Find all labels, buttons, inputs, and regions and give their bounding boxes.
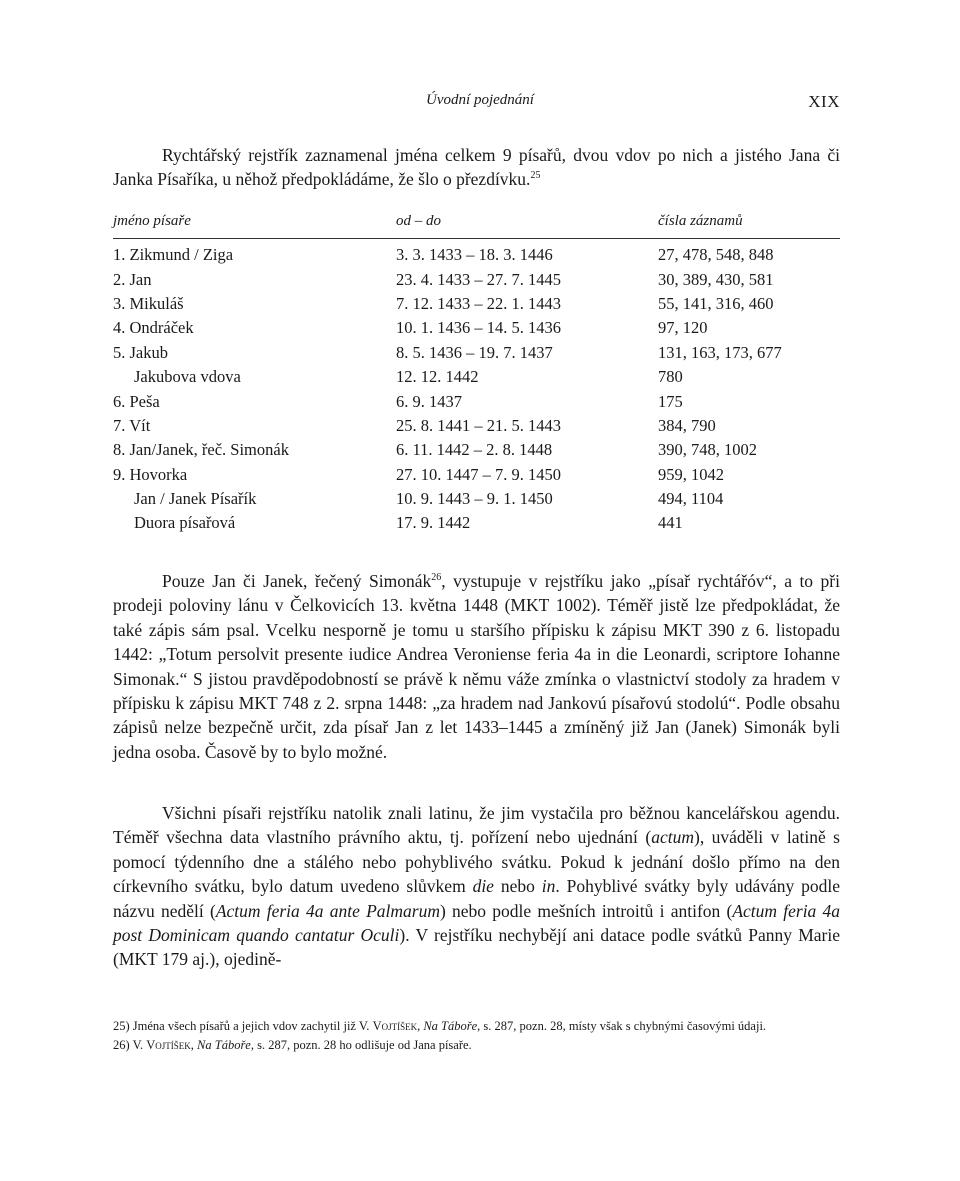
footnote-text: Jména všech písařů a jejich vdov zachytil již V. [132, 1019, 373, 1033]
intro-text: Rychtářský rejstřík zaznamenal jména celkem 9 písařů, dvou vdov po nich a jistého Jana či Janka Písaříka, u něhož předpokládáme, že šlo o přezdívku. [113, 145, 840, 190]
date-range: 12. 12. 1442 [396, 367, 479, 387]
column-header-range: od – do [396, 213, 658, 239]
table-row [113, 511, 840, 535]
date-range: 17. 9. 1442 [396, 513, 471, 533]
para2-text-3: nebo [493, 876, 542, 897]
scribe-name: 1. Zikmund / Ziga [113, 245, 234, 265]
footnote-ref-25: 25 [530, 170, 541, 182]
scribe-name: 8. Jan/Janek, řeč. Simonák [113, 440, 289, 460]
record-numbers: 780 [658, 367, 683, 387]
para2-italic-5: Actum feria 4a post Dominicam quando cantatur Oculi [113, 900, 841, 946]
para2-italic-3: in [541, 876, 556, 897]
para1-text-b: , vystupuje v rejstříku jako „písař rychtářóv“, a to při prodeji poloviny lánu v Čelkovicích 13. května 1448 (MKT 1002). Téměř jistě lze předpokládat, že také zápis sám psal. Vcelku nesporně je tomu u staršího přípisku k zápisu MKT 390 z 6. listopadu 1442: „Totum persolvit presente iudice Andrea Veroniense feria 4a in die Leonardi, scriptore Iohanne Simonak.“ S jistou pravděpodobností se právě k němu váže zmínka o vlastnictví stodoly za hradem v přípisku k zápisu MKT 748 z 2. srpna 1448: „za hradem nad Jankovú písařovú stodolú“. Podle obsahu zápisů nelze bezpečně určit, zda písař Jan z let 1433–1445 a zmíněný již Jan (Janek) Simonák byli jedna osoba. Časově by to bylo možné. [113, 571, 840, 762]
footnote-author: Vojtíšek [146, 1038, 191, 1052]
page-number: XIX [808, 92, 840, 111]
record-numbers: 441 [658, 513, 683, 533]
footnote-text: , [190, 1038, 198, 1052]
footnote-text: , s. 287, pozn. 28 ho odlišuje od Jana písaře. [250, 1038, 472, 1052]
table-row [113, 267, 840, 291]
record-numbers: 959, 1042 [658, 464, 724, 484]
date-range: 8. 5. 1436 – 19. 7. 1437 [396, 342, 553, 362]
scribe-name: Jakubova vdova [134, 367, 241, 387]
date-range: 6. 9. 1437 [396, 391, 462, 411]
record-numbers: 97, 120 [658, 318, 708, 338]
scribe-name: Duora písařová [134, 513, 236, 533]
scribe-name: 5. Jakub [113, 342, 168, 362]
date-range: 25. 8. 1441 – 21. 5. 1443 [396, 415, 561, 435]
footnote-text: V. [132, 1038, 147, 1052]
table-row [113, 414, 840, 438]
para2-text-6: ). V rejstříku nechybějí ani datace podle svátků Panny Marie (MKT 179 aj.), ojedině- [113, 925, 841, 970]
table-header-row [113, 213, 840, 239]
record-numbers: 390, 748, 1002 [658, 440, 757, 460]
scribe-name: 6. Peša [113, 391, 160, 411]
para2-italic-1: actum [651, 827, 694, 848]
footnote-26 [113, 1037, 840, 1054]
record-numbers: 131, 163, 173, 677 [658, 342, 782, 362]
date-range: 7. 12. 1433 – 22. 1. 1443 [396, 293, 561, 313]
footnote-author: Vojtíšek [372, 1019, 418, 1033]
table-row [113, 316, 840, 340]
column-header-name: jméno písaře [113, 213, 396, 239]
date-range: 23. 4. 1433 – 27. 7. 1445 [396, 269, 561, 289]
column-header-records: čísla záznamů [658, 213, 840, 239]
para2-text-4: . Pohyblivé svátky byly udávány podle názvu nedělí ( [113, 876, 840, 921]
paragraph-latin [113, 801, 840, 972]
para2-text-2: ), uváděli v latině s pomocí týdenního dne a stálého nebo pohyblivého svátku. Pokud k jednání došlo přímo na den církevního svátku, bylo datum uvedeno slůvkem [113, 827, 840, 897]
date-range: 10. 1. 1436 – 14. 5. 1436 [396, 318, 561, 338]
footnote-number: 26) [113, 1038, 130, 1052]
date-range: 10. 9. 1443 – 9. 1. 1450 [396, 489, 553, 509]
footnote-ref-26: 26 [431, 572, 442, 584]
paragraph-simonak [113, 569, 840, 764]
para2-text-5: ) nebo podle mešních introitů i antifon ( [439, 900, 733, 921]
table-row [113, 389, 840, 413]
scribe-name: 4. Ondráček [113, 318, 194, 338]
footnote-number: 25) [113, 1019, 130, 1033]
para2-italic-2: die [472, 876, 494, 897]
footnotes [113, 1018, 840, 1056]
scribes-table [113, 213, 840, 536]
footnote-text: , [417, 1019, 424, 1033]
record-numbers: 27, 478, 548, 848 [658, 245, 774, 265]
record-numbers: 55, 141, 316, 460 [658, 293, 774, 313]
table-row [113, 292, 840, 316]
date-range: 6. 11. 1442 – 2. 8. 1448 [396, 440, 553, 460]
record-numbers: 494, 1104 [658, 489, 724, 509]
record-numbers: 30, 389, 430, 581 [658, 269, 774, 289]
table-row [113, 365, 840, 389]
record-numbers: 175 [658, 391, 683, 411]
para1-text-a: Pouze Jan či Janek, řečený Simonák [162, 571, 432, 591]
intro-paragraph [113, 143, 840, 192]
scribe-name: 9. Hovorka [113, 464, 188, 484]
date-range: 27. 10. 1447 – 7. 9. 1450 [396, 464, 561, 484]
footnote-work: Na Táboře [423, 1019, 478, 1033]
table-row [113, 438, 840, 462]
scribe-name: Jan / Janek Písařík [134, 489, 257, 509]
table-row [113, 463, 840, 487]
scribe-name: 2. Jan [113, 269, 152, 289]
table-row [113, 487, 840, 511]
running-title: Úvodní pojednání [426, 92, 534, 108]
footnote-text: , s. 287, pozn. 28, místy však s chybnými časovými údaji. [477, 1019, 767, 1033]
footnote-25 [113, 1018, 840, 1035]
para2-italic-4: Actum feria 4a ante Palmarum [215, 900, 440, 921]
scribe-name: 7. Vít [113, 415, 151, 435]
para2-text-1: Všichni písaři rejstříku natolik znali latinu, že jim vystačila pro běžnou kancelářskou agendu. Téměř všechna data vlastního právního aktu, tj. pořízení nebo ujednání ( [113, 803, 840, 848]
footnote-work: Na Táboře [197, 1038, 251, 1052]
date-range: 3. 3. 1433 – 18. 3. 1446 [396, 245, 553, 265]
record-numbers: 384, 790 [658, 415, 716, 435]
scribe-name: 3. Mikuláš [113, 293, 184, 313]
table-row [113, 341, 840, 365]
table-row [113, 239, 840, 268]
